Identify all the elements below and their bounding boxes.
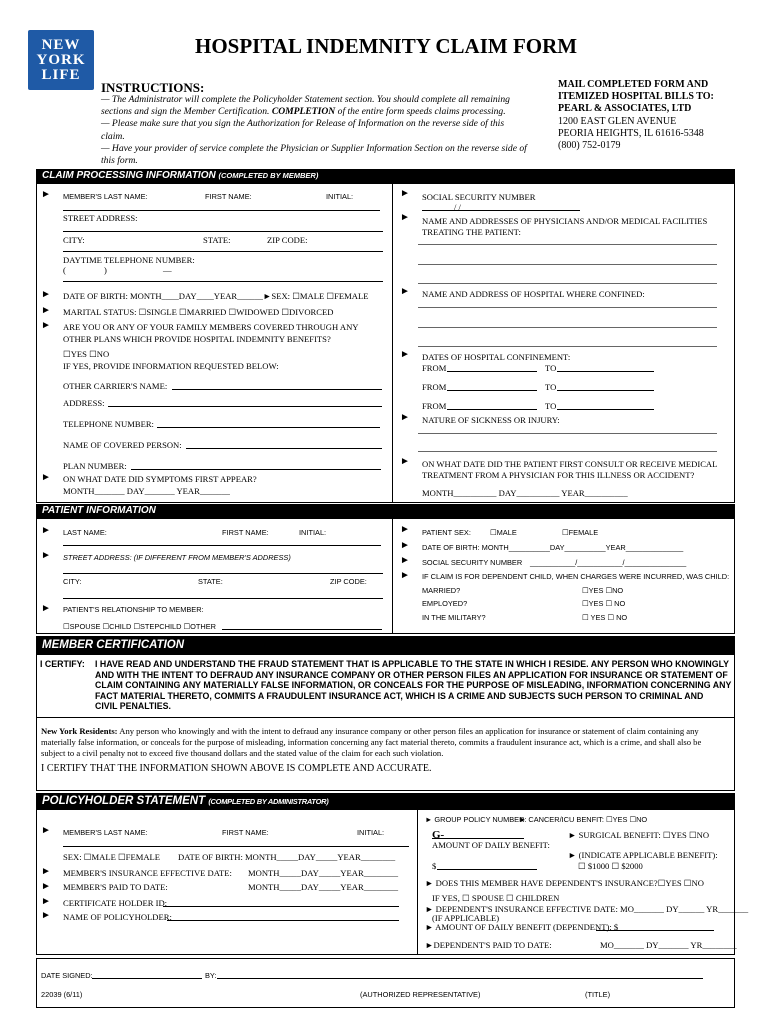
arrow-icon: ► bbox=[41, 881, 51, 892]
nature-line-1[interactable] bbox=[418, 433, 717, 434]
patient-state-label: STATE: bbox=[198, 577, 223, 586]
policy-sex-field[interactable]: SEX: ☐MALE ☐FEMALE bbox=[63, 852, 161, 862]
i-certify-label: I CERTIFY: bbox=[40, 659, 85, 669]
arrow-icon: ► bbox=[400, 412, 410, 423]
from-field-3[interactable] bbox=[447, 409, 537, 410]
policy-initial-label: INITIAL: bbox=[357, 828, 385, 837]
g-prefix: G- bbox=[432, 829, 445, 841]
certification-separator bbox=[36, 717, 735, 718]
group-policy-label: ► GROUP POLICY NUMBER: bbox=[425, 815, 527, 824]
city-field[interactable] bbox=[63, 251, 383, 252]
cert-holder-field[interactable] bbox=[163, 906, 399, 907]
patient-divider bbox=[392, 518, 393, 634]
to-field-3[interactable] bbox=[557, 409, 654, 410]
military-label: IN THE MILITARY? bbox=[422, 613, 486, 622]
military-yes-no[interactable]: ☐ YES ☐ NO bbox=[582, 613, 628, 622]
street-label: STREET ADDRESS: bbox=[63, 213, 138, 223]
arrow-icon: ► bbox=[41, 305, 51, 316]
zip-label: ZIP CODE: bbox=[267, 235, 308, 245]
form-number: 22039 (6/11) bbox=[41, 990, 83, 999]
claim-divider bbox=[392, 183, 393, 503]
carrier-address-label: ADDRESS: bbox=[63, 398, 105, 408]
carrier-address-field[interactable] bbox=[108, 406, 382, 407]
form-title: HOSPITAL INDEMNITY CLAIM FORM bbox=[195, 34, 578, 58]
policyholder-name-field[interactable] bbox=[167, 920, 399, 921]
ssn-format: / / bbox=[454, 202, 461, 212]
hospital-line-3[interactable] bbox=[418, 346, 717, 347]
ssn-label: SOCIAL SECURITY NUMBER bbox=[422, 192, 536, 202]
authorized-rep-label: (AUTHORIZED REPRESENTATIVE) bbox=[360, 990, 481, 999]
married-yes-no[interactable]: ☐YES ☐NO bbox=[582, 586, 624, 595]
patient-street-label: STREET ADDRESS: (IF DIFFERENT FROM MEMBER'S ADDRESS) bbox=[63, 553, 291, 562]
to-label: TO bbox=[545, 363, 557, 373]
eff-date-field[interactable]: MONTH_____DAY_____YEAR________ bbox=[248, 868, 399, 878]
patient-initial-label: INITIAL: bbox=[299, 528, 327, 537]
mail-to-block: MAIL COMPLETED FORM AND ITEMIZED HOSPITAL BILLS TO: PEARL & ASSOCIATES, LTD 1200 EAST GLEN AVENUE PEORIA HEIGHTS, IL 61616-5348 (800) 752-0179 bbox=[558, 79, 714, 152]
ssn-field[interactable] bbox=[422, 210, 580, 211]
state-label: STATE: bbox=[203, 235, 231, 245]
arrow-icon: ► bbox=[41, 525, 51, 536]
from-label: FROM bbox=[422, 382, 447, 392]
daily-benefit-field[interactable] bbox=[437, 869, 537, 870]
signature-field[interactable] bbox=[217, 978, 703, 979]
other-plans-yes-no[interactable]: ☐YES ☐NO bbox=[63, 349, 110, 359]
title-label: (TITLE) bbox=[585, 990, 611, 999]
symptoms-label: ON WHAT DATE DID SYMPTOMS FIRST APPEAR? bbox=[63, 474, 257, 484]
arrow-icon: ► bbox=[400, 349, 410, 360]
physicians-label-2: TREATING THE PATIENT: bbox=[422, 227, 521, 237]
patient-city-label: CITY: bbox=[63, 577, 82, 586]
dep-daily-benefit-field[interactable] bbox=[596, 930, 714, 931]
eff-date-label: MEMBER'S INSURANCE EFFECTIVE DATE: bbox=[63, 868, 232, 878]
dependents-insurance-q[interactable]: ► DOES THIS MEMBER HAVE DEPENDENT'S INSURANCE?☐YES ☐NO bbox=[425, 878, 704, 888]
arrow-icon: ► bbox=[41, 896, 51, 907]
patient-street-field[interactable] bbox=[63, 573, 383, 574]
member-first-name-label: FIRST NAME: bbox=[205, 192, 252, 201]
phone-paren-open: ( bbox=[63, 265, 66, 275]
plan-number-field[interactable] bbox=[131, 469, 381, 470]
cancer-icu-benefit[interactable]: ► CANCER/ICU BENFIT: ☐YES ☐NO bbox=[519, 815, 648, 824]
consult-label-1: ON WHAT DATE DID THE PATIENT FIRST CONSULT OR RECEIVE MEDICAL bbox=[422, 459, 718, 469]
by-label: BY: bbox=[205, 971, 217, 980]
arrow-icon: ► bbox=[400, 286, 410, 297]
relationship-label: PATIENT'S RELATIONSHIP TO MEMBER: bbox=[63, 605, 204, 614]
dependent-child-label: IF CLAIM IS FOR DEPENDENT CHILD, WHEN CHARGES WERE INCURRED, WAS CHILD: bbox=[422, 572, 730, 581]
to-field-1[interactable] bbox=[557, 371, 654, 372]
paid-date-label: MEMBER'S PAID TO DATE: bbox=[63, 882, 168, 892]
policy-dob-field[interactable]: DATE OF BIRTH: MONTH_____DAY_____YEAR________ bbox=[178, 852, 396, 862]
from-field-1[interactable] bbox=[447, 371, 537, 372]
hospital-line-1[interactable] bbox=[418, 307, 717, 308]
phone-field[interactable] bbox=[63, 281, 383, 282]
patient-name-field[interactable] bbox=[63, 545, 381, 546]
member-initial-label: INITIAL: bbox=[326, 192, 354, 201]
arrow-icon: ► bbox=[41, 320, 51, 331]
policyholder-section-bar: POLICYHOLDER STATEMENT (COMPLETED BY ADMINISTRATOR) bbox=[36, 793, 735, 809]
dollar-sign: $ bbox=[432, 861, 437, 871]
dep-paid-date-label: ►DEPENDENT'S PAID TO DATE: bbox=[425, 940, 552, 950]
consult-date-field[interactable]: MONTH__________ DAY__________ YEAR__________ bbox=[422, 488, 628, 498]
dep-daily-benefit-label: ► AMOUNT OF DAILY BENEFIT (DEPENDENT): $ bbox=[425, 922, 619, 932]
patient-first-label: FIRST NAME: bbox=[222, 528, 269, 537]
patient-female-checkbox[interactable]: ☐FEMALE bbox=[562, 528, 599, 537]
covered-person-label: NAME OF COVERED PERSON: bbox=[63, 440, 182, 450]
date-signed-field[interactable] bbox=[92, 978, 202, 979]
to-label: TO bbox=[545, 382, 557, 392]
claim-section-bar: CLAIM PROCESSING INFORMATION (COMPLETED BY MEMBER) bbox=[36, 169, 735, 183]
arrow-icon: ► bbox=[41, 603, 51, 614]
hospital-label: NAME AND ADDRESS OF HOSPITAL WHERE CONFINED: bbox=[422, 289, 645, 299]
plan-number-label: PLAN NUMBER: bbox=[63, 461, 127, 471]
covered-person-field[interactable] bbox=[186, 448, 382, 449]
date-signed-label: DATE SIGNED: bbox=[41, 971, 93, 980]
if-applicable-label: (IF APPLICABLE) bbox=[432, 913, 500, 923]
member-name-field[interactable] bbox=[63, 210, 380, 211]
dep-eff-date[interactable]: ► DEPENDENT'S INSURANCE EFFECTIVE DATE: MO_______ DY______ YR_______ bbox=[425, 904, 749, 914]
carrier-phone-label: TELEPHONE NUMBER: bbox=[63, 419, 154, 429]
instructions-text: — The Administrator will complete the Policyholder Statement section. You should complete all remaining sections and sign the Member Certification. COMPLETION of the entire form speeds claims processing. — Please make sure that you sign the Authorization for Release of Information on the reverse side of this claim. — Have your provider of service complete the Physician or Supplier Information Section on the reverse side of this form. bbox=[101, 94, 527, 167]
to-label: TO bbox=[545, 401, 557, 411]
relationship-options[interactable]: ☐SPOUSE ☐CHILD ☐STEPCHILD ☐OTHER bbox=[63, 622, 216, 631]
patient-section-bar: PATIENT INFORMATION bbox=[36, 504, 735, 518]
surgical-benefit[interactable]: ► SURGICAL BENEFIT: ☐YES ☐NO bbox=[568, 830, 710, 840]
employed-yes-no[interactable]: ☐YES ☐ NO bbox=[582, 599, 626, 608]
dob-sex-field[interactable]: DATE OF BIRTH: MONTH____DAY____YEAR______►SEX: ☐MALE ☐FEMALE bbox=[63, 291, 369, 301]
fraud-statement: I HAVE READ AND UNDERSTAND THE FRAUD STATEMENT THAT IS APPLICABLE TO THE STATE IN WHICH I RESIDE. ANY PERSON WHO KNOWINGLY AND WITH THE INTENT TO DEFRAUD ANY INSURANCE COMPANY OR OTHER PERSON FILES AN APPLICATION FOR INSURANCE OR STATEMENT OF CLAIM CONTAINING ANY MATERIALLY FALSE INFORMATION, OR CONCEALS FOR THE PURPOSE OF MISLEADING, INFORMATION CONCERNING ANY FACT MATERIAL THERETO, COMMITS A FRAUDULENT INSURANCE ACT, WHICH IS A CRIME AND SUBJECTS SUCH PERSON TO CRIMINAL AND CIVIL PENALTIES. bbox=[95, 659, 732, 712]
arrow-icon: ► bbox=[400, 188, 410, 199]
if-yes-label: IF YES, PROVIDE INFORMATION REQUESTED BELOW: bbox=[63, 361, 279, 371]
physicians-line-2[interactable] bbox=[418, 264, 717, 265]
arrow-icon: ► bbox=[400, 555, 410, 566]
member-last-name-label: MEMBER'S LAST NAME: bbox=[63, 192, 148, 201]
symptoms-date-field[interactable]: MONTH_______ DAY_______ YEAR_______ bbox=[63, 486, 230, 496]
phone-dash: — bbox=[163, 265, 172, 275]
consult-label-2: TREATMENT FROM A PHYSICIAN FOR THIS ILLNESS OR ACCIDENT? bbox=[422, 470, 695, 480]
daily-benefit-label: AMOUNT OF DAILY BENEFIT: bbox=[432, 840, 550, 850]
arrow-icon: ► bbox=[400, 524, 410, 535]
arrow-icon: ► bbox=[41, 910, 51, 921]
dep-paid-date-field[interactable]: MO_______ DY_______ YR________ bbox=[600, 940, 737, 950]
group-policy-field[interactable] bbox=[432, 838, 524, 839]
relationship-other-field[interactable] bbox=[222, 629, 382, 630]
to-field-2[interactable] bbox=[557, 390, 654, 391]
instructions-heading: INSTRUCTIONS: bbox=[101, 80, 205, 95]
from-label: FROM bbox=[422, 401, 447, 411]
policyholder-name-label: NAME OF POLICYHOLDER: bbox=[63, 912, 172, 922]
from-field-2[interactable] bbox=[447, 390, 537, 391]
physicians-label-1: NAME AND ADDRESSES OF PHYSICIANS AND/OR MEDICAL FACILITIES bbox=[422, 216, 708, 226]
other-carrier-field[interactable] bbox=[172, 389, 382, 390]
arrow-icon: ► bbox=[400, 570, 410, 581]
marital-status-field[interactable]: MARITAL STATUS: ☐SINGLE ☐MARRIED ☐WIDOWED ☐DIVORCED bbox=[63, 307, 334, 317]
arrow-icon: ► bbox=[400, 456, 410, 467]
street-field[interactable] bbox=[63, 231, 383, 232]
other-plans-q1: ARE YOU OR ANY OF YOUR FAMILY MEMBERS COVERED THROUGH ANY bbox=[63, 322, 359, 332]
other-plans-q2: OTHER PLANS WHICH PROVIDE HOSPITAL INDEMNITY BENEFITS? bbox=[63, 334, 331, 344]
arrow-icon: ► bbox=[41, 189, 51, 200]
employed-label: EMPLOYED? bbox=[422, 599, 468, 608]
physicians-line-1[interactable] bbox=[418, 244, 717, 245]
cert-holder-label: CERTIFICATE HOLDER ID: bbox=[63, 898, 168, 908]
policy-name-field[interactable] bbox=[63, 846, 409, 847]
arrow-icon: ► bbox=[41, 289, 51, 300]
nature-label: NATURE OF SICKNESS OR INJURY: bbox=[422, 415, 560, 425]
arrow-icon: ► bbox=[41, 866, 51, 877]
patient-sex-label: PATIENT SEX: bbox=[422, 528, 471, 537]
from-label: FROM bbox=[422, 363, 447, 373]
arrow-icon: ► bbox=[41, 825, 51, 836]
phone-label: DAYTIME TELEPHONE NUMBER: bbox=[63, 255, 195, 265]
patient-ssn-field[interactable]: ___________/___________/_______________ bbox=[530, 558, 687, 567]
indicate-benefit-label: ► (INDICATE APPLICABLE BENEFIT): bbox=[568, 850, 718, 860]
carrier-phone-field[interactable] bbox=[157, 427, 380, 428]
other-carrier-label: OTHER CARRIER'S NAME: bbox=[63, 381, 168, 391]
arrow-icon: ► bbox=[41, 550, 51, 561]
hospital-line-2[interactable] bbox=[418, 327, 717, 328]
ny-residents-statement: New York Residents: Any person who knowingly and with the intent to defraud any insurance company or other person files an application for insurance or statement of claim containing any materially false information, or conceals for the purpose of misleading, information concerning any fact material thereto, commits a fraudulent insurance act, which is a crime, and shall also be subject to a civil penalty not to exceed five thousand dollars and the stated value of the claim for each such violation. bbox=[41, 726, 702, 758]
married-label: MARRIED? bbox=[422, 586, 461, 595]
patient-last-label: LAST NAME: bbox=[63, 528, 107, 537]
benefit-amount-options[interactable]: ☐ $1000 ☐ $2000 bbox=[578, 861, 643, 871]
policyholder-divider bbox=[417, 809, 418, 955]
certify-accurate: I CERTIFY THAT THE INFORMATION SHOWN ABOVE IS COMPLETE AND ACCURATE. bbox=[41, 763, 432, 774]
policy-first-label: FIRST NAME: bbox=[222, 828, 269, 837]
patient-male-checkbox[interactable]: ☐MALE bbox=[490, 528, 517, 537]
patient-zip-label: ZIP CODE: bbox=[330, 577, 367, 586]
patient-ssn-label: SOCIAL SECURITY NUMBER bbox=[422, 558, 523, 567]
certification-section-bar: MEMBER CERTIFICATION bbox=[36, 636, 735, 654]
patient-city-field[interactable] bbox=[63, 598, 383, 599]
paid-date-field[interactable]: MONTH_____DAY_____YEAR________ bbox=[248, 882, 399, 892]
patient-dob-field[interactable]: DATE OF BIRTH: MONTH__________DAY__________YEAR______________ bbox=[422, 543, 684, 552]
signature-box bbox=[36, 958, 735, 1008]
new-york-life-logo: NEW YORK LIFE bbox=[28, 30, 94, 90]
city-label: CITY: bbox=[63, 235, 85, 245]
policy-last-label: MEMBER'S LAST NAME: bbox=[63, 828, 148, 837]
arrow-icon: ► bbox=[400, 540, 410, 551]
arrow-icon: ► bbox=[400, 212, 410, 223]
nature-line-2[interactable] bbox=[418, 451, 717, 452]
phone-paren-close: ) bbox=[104, 265, 107, 275]
confinement-label: DATES OF HOSPITAL CONFINEMENT: bbox=[422, 352, 571, 362]
dependents-type[interactable]: IF YES, ☐ SPOUSE ☐ CHILDREN bbox=[432, 893, 560, 903]
arrow-icon: ► bbox=[41, 472, 51, 483]
physicians-line-3[interactable] bbox=[418, 283, 717, 284]
